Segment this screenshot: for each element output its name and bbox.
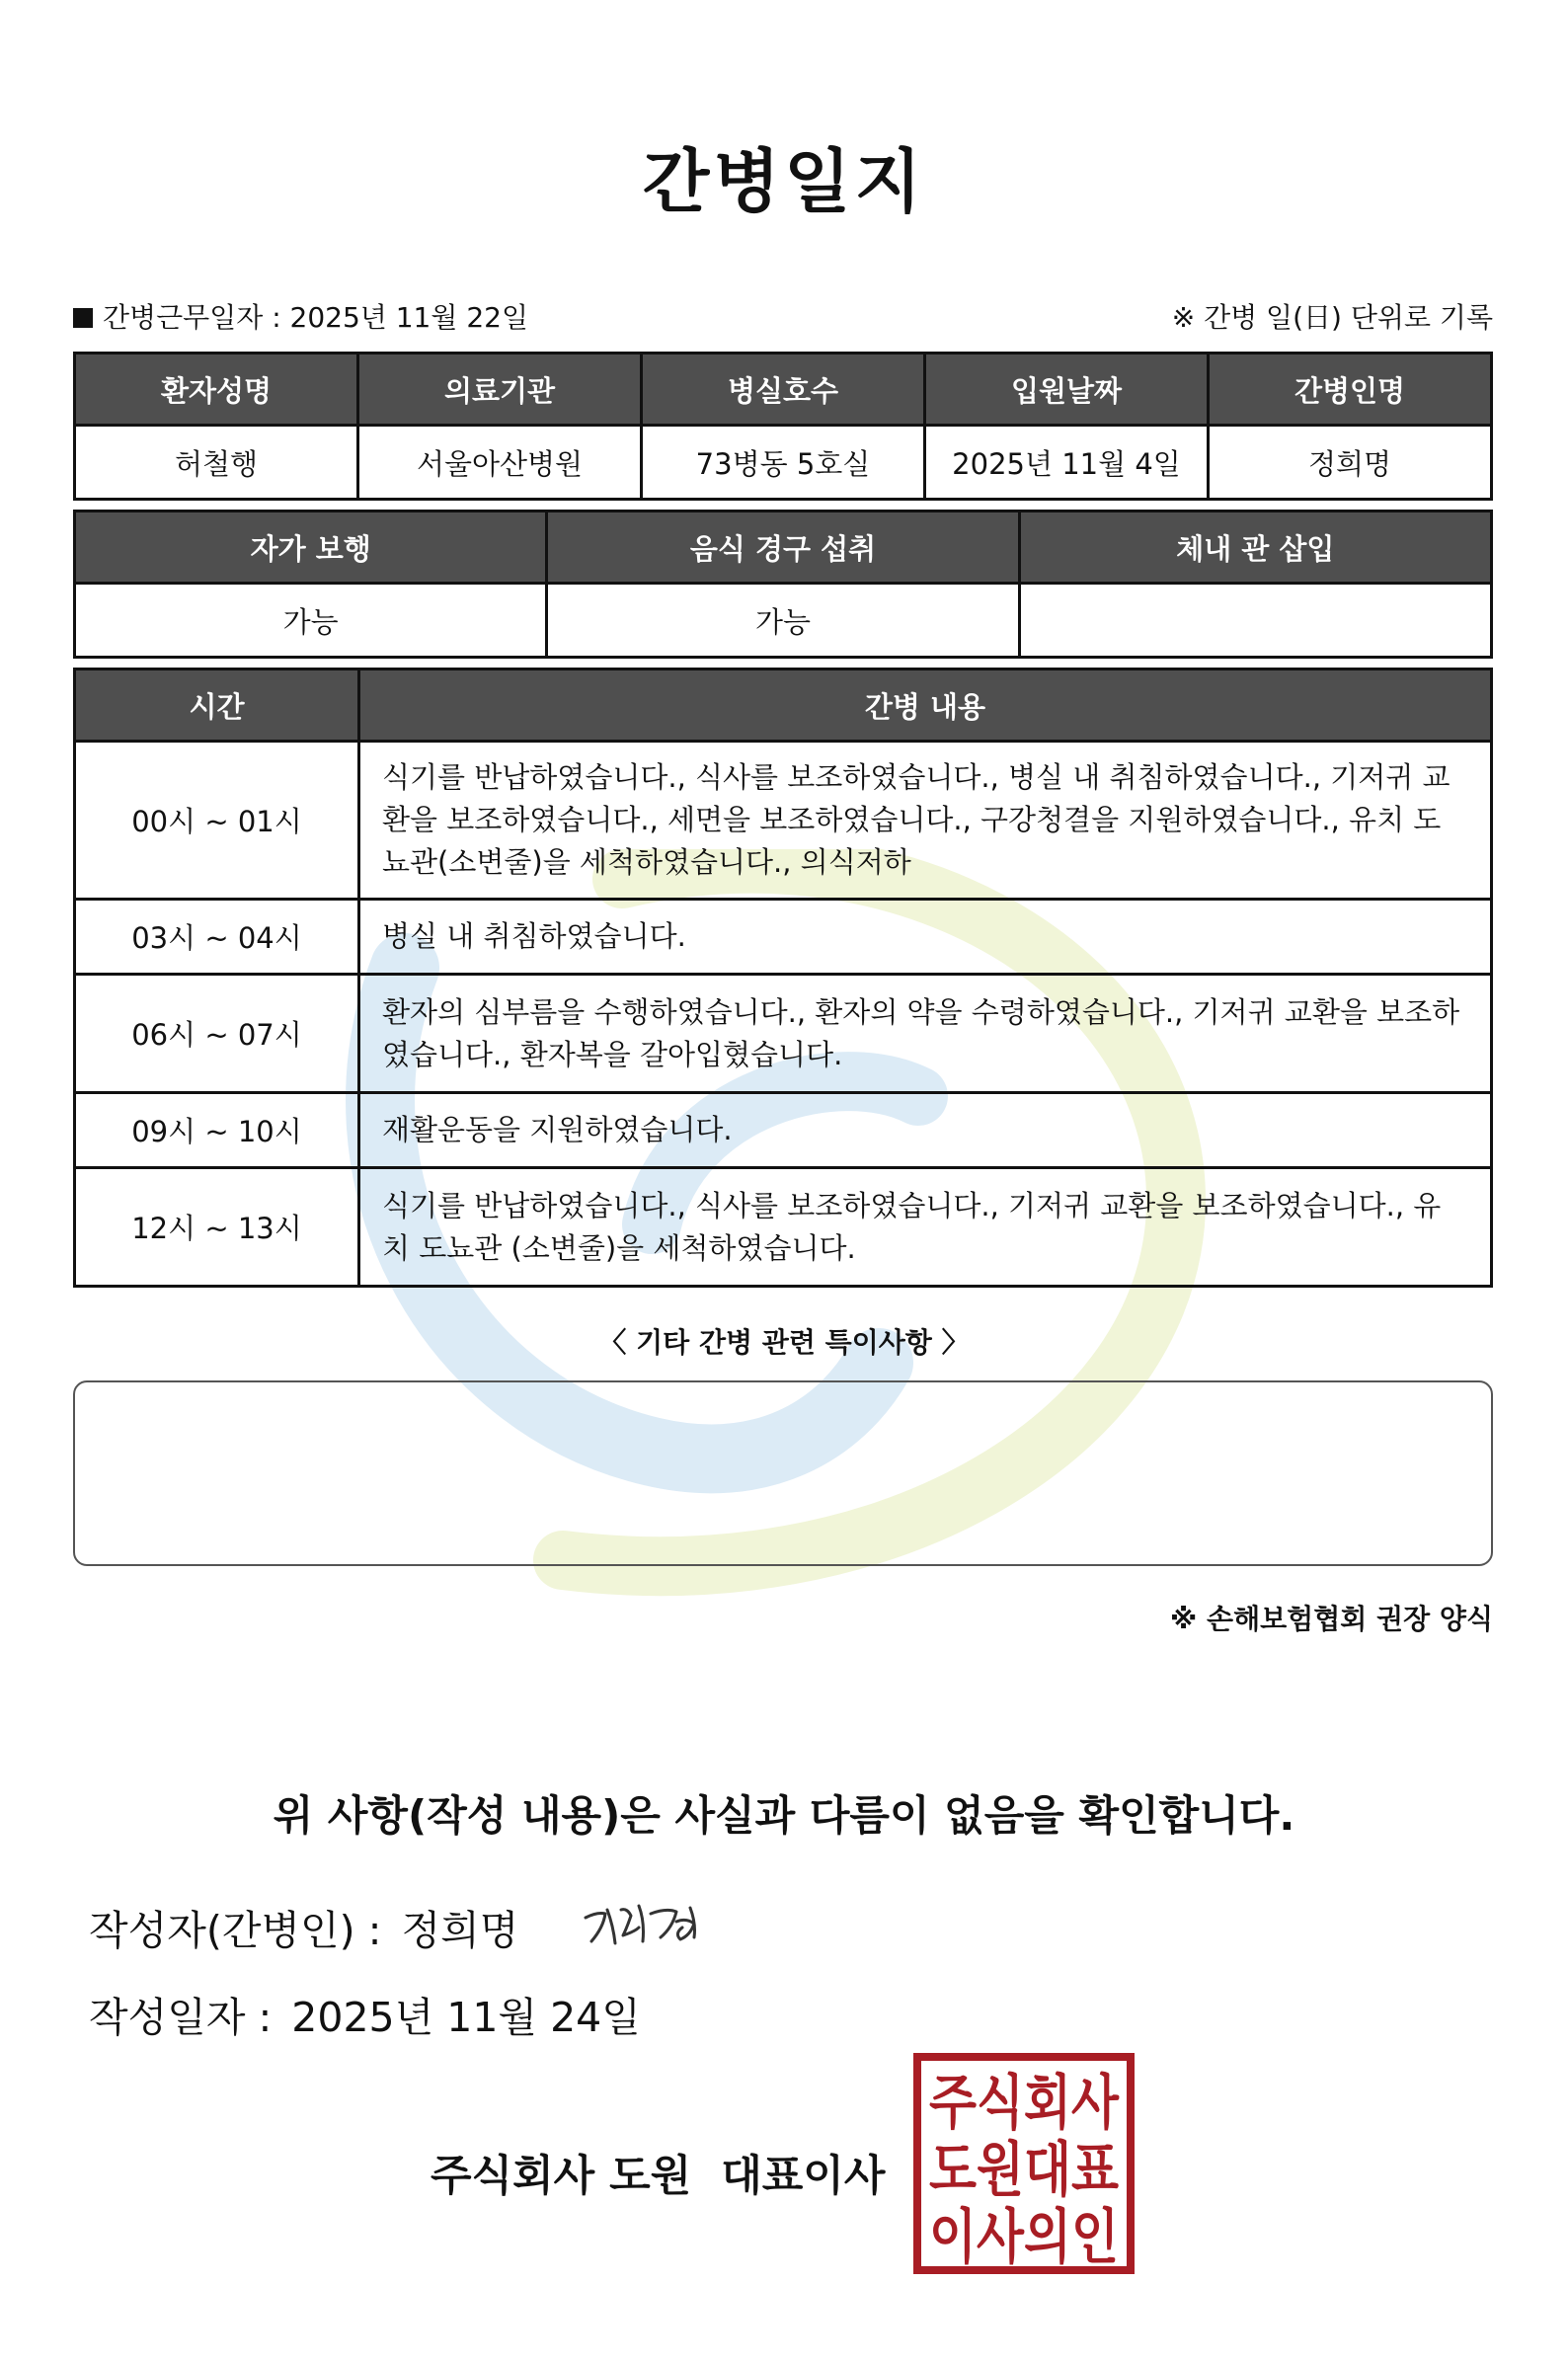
self-walking-value: 가능 — [75, 584, 547, 658]
svg-text:이사의인: 이사의인 — [929, 2203, 1119, 2272]
header-caregiver-name: 간병인명 — [1209, 354, 1492, 426]
confirmation-statement: 위 사항(작성 내용)은 사실과 다름이 없음을 확인합니다. — [273, 1791, 1295, 1840]
care-log-time: 00시 ~ 01시 — [75, 742, 359, 900]
written-date-label: 작성일자 : — [89, 1994, 273, 2041]
notes-title: 〈 기타 간병 관련 특이사항 〉 — [598, 1326, 970, 1359]
care-log-time: 09시 ~ 10시 — [75, 1093, 359, 1168]
company-line — [431, 2143, 885, 2203]
care-log-row — [75, 900, 1492, 975]
record-note: ※ 간병 일(日) 단위로 기록 — [1171, 301, 1493, 334]
care-log-content: 재활운동을 지원하였습니다. — [359, 1093, 1492, 1168]
patient-info-value-row — [75, 426, 1492, 500]
writer-line — [89, 1898, 518, 1956]
care-log-time: 03시 ~ 04시 — [75, 900, 359, 975]
status-header-row — [75, 512, 1492, 584]
header-hospital: 의료기관 — [358, 354, 642, 426]
care-log-content: 환자의 심부름을 수행하였습니다., 환자의 약을 수령하였습니다., 기저귀 교환을 보조하였습니다., 환자복을 갈아입혔습니다. — [359, 975, 1492, 1093]
company-name: 주식회사 도원 — [431, 2152, 692, 2201]
header-time: 시간 — [75, 669, 359, 742]
care-log-row — [75, 742, 1492, 900]
header-care-content: 간병 내용 — [359, 669, 1492, 742]
care-log-time: 06시 ~ 07시 — [75, 975, 359, 1093]
care-log-row — [75, 1168, 1492, 1287]
header-admission-date: 입원날짜 — [925, 354, 1209, 426]
patient-info-table — [73, 352, 1493, 501]
patient-status-table — [73, 510, 1493, 659]
care-log-time: 12시 ~ 13시 — [75, 1168, 359, 1287]
status-value-row — [75, 584, 1492, 658]
notes-box — [73, 1380, 1493, 1566]
patient-name: 허철행 — [75, 426, 358, 500]
care-log-content: 병실 내 취침하였습니다. — [359, 900, 1492, 975]
document-title: 간병일지 — [642, 141, 926, 222]
care-log-header-row — [75, 669, 1492, 742]
header-room: 병실호수 — [642, 354, 925, 426]
care-log-row — [75, 1093, 1492, 1168]
care-log-content: 식기를 반납하였습니다., 식사를 보조하였습니다., 기저귀 교환을 보조하였습니다., 유치 도뇨관 (소변줄)을 세척하였습니다. — [359, 1168, 1492, 1287]
header-self-walking: 자가 보행 — [75, 512, 547, 584]
written-date-line — [89, 1985, 641, 2043]
square-bullet-icon — [73, 308, 93, 328]
room-number: 73병동 5호실 — [642, 426, 925, 500]
writer-label: 작성자(간병인) : — [89, 1907, 382, 1954]
company-seal-stamp — [912, 2052, 1136, 2275]
work-date-value: 2025년 11월 22일 — [289, 301, 528, 334]
patient-info-header-row — [75, 354, 1492, 426]
care-log-content: 식기를 반납하였습니다., 식사를 보조하였습니다., 병실 내 취침하였습니다., 기저귀 교환을 보조하였습니다., 세면을 보조하였습니다., 구강청결을 지원하였습니다., 유치 도뇨관(소변줄)을 세척하였습니다., 의식저하 — [359, 742, 1492, 900]
tube-insertion-value — [1019, 584, 1491, 658]
oral-intake-value: 가능 — [547, 584, 1019, 658]
representative-title: 대표이사 — [721, 2152, 886, 2201]
work-date-label: 간병근무일자 : — [103, 301, 281, 334]
header-tube-insertion: 체내 관 삽입 — [1019, 512, 1491, 584]
care-log-row — [75, 975, 1492, 1093]
handwritten-signature — [578, 1888, 755, 1957]
svg-text:주식회사: 주식회사 — [929, 2069, 1120, 2138]
work-date-line — [73, 296, 528, 336]
header-patient-name: 환자성명 — [75, 354, 358, 426]
written-date-value: 2025년 11월 24일 — [291, 1994, 641, 2041]
header-oral-intake: 음식 경구 섭취 — [547, 512, 1019, 584]
recommendation-note: ※ 손해보험협회 권장 양식 — [1170, 1603, 1493, 1635]
svg-text:도원대표: 도원대표 — [929, 2136, 1120, 2205]
hospital-name: 서울아산병원 — [358, 426, 642, 500]
admission-date: 2025년 11월 4일 — [925, 426, 1209, 500]
writer-name: 정희명 — [401, 1907, 519, 1954]
care-log-table — [73, 668, 1493, 1288]
caregiver-name: 정희명 — [1209, 426, 1492, 500]
